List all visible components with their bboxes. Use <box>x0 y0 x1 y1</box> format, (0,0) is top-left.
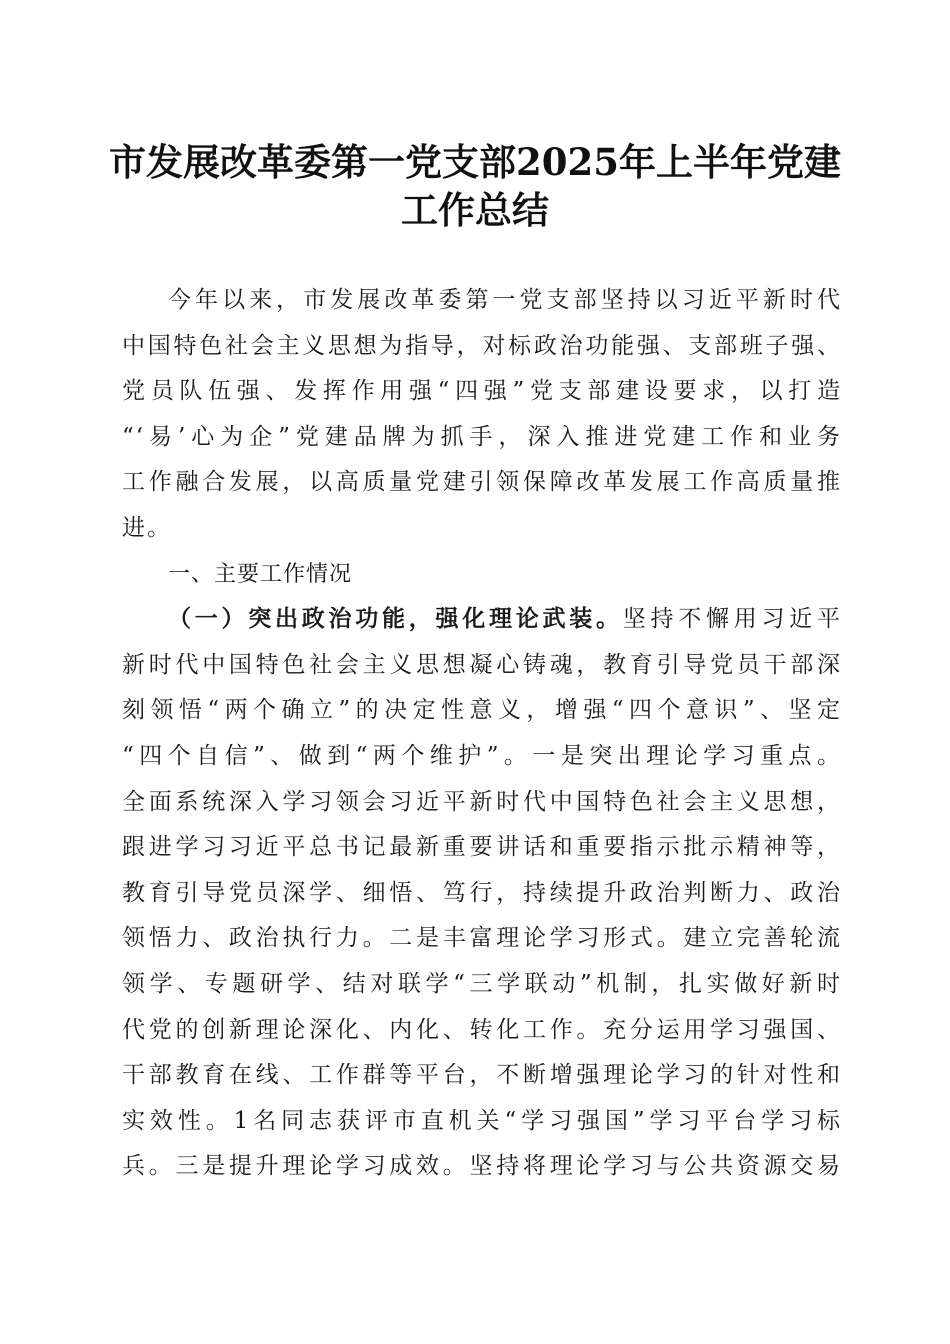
title-line-2: 工作总结 <box>401 188 549 232</box>
subsection-line: 教育引导党员深学、细悟、笃行，持续提升政治判断力、政治 <box>122 879 842 906</box>
subsection-line: 刻领悟“两个确立”的决定性意义，增强“四个意识”、坚定 <box>122 697 842 724</box>
title-line-1: 市发展改革委第一党支部2025年上半年党建 <box>109 140 841 184</box>
intro-line: 今年以来，市发展改革委第一党支部坚持以习近平新时代 <box>168 287 842 313</box>
intro-line: 工作融合发展，以高质量党建引领保障改革发展工作高质量推 <box>122 469 842 496</box>
subsection-line: 新时代中国特色社会主义思想凝心铸魂，教育引导党员干部深 <box>122 651 842 678</box>
subsection-line: “四个自信”、做到“两个维护”。一是突出理论学习重点。 <box>122 742 842 769</box>
document-title <box>100 138 850 234</box>
subsection-line: 兵。三是提升理论学习成效。坚持将理论学习与公共资源交易 <box>122 1153 842 1180</box>
subsection-line: 领悟力、政治执行力。二是丰富理论学习形式。建立完善轮流 <box>122 925 842 952</box>
subsection-line: 领学、专题研学、结对联学“三学联动”机制，扎实做好新时 <box>122 970 842 997</box>
subsection-first-line <box>122 597 842 643</box>
subsection-line: 跟进学习习近平总书记最新重要讲话和重要指示批示精神等， <box>122 834 842 861</box>
subsection-line: 全面系统深入学习领会习近平新时代中国特色社会主义思想， <box>122 788 842 815</box>
intro-line: 进。 <box>122 514 172 541</box>
document-body <box>122 278 842 1190</box>
subsection-line: 干部教育在线、工作群等平台，不断增强理论学习的针对性和 <box>122 1062 842 1089</box>
subsection-paragraph <box>122 597 842 1190</box>
intro-line: 中国特色社会主义思想为指导，对标政治功能强、支部班子强、 <box>122 332 842 359</box>
intro-line: 党员队伍强、发挥作用强“四强”党支部建设要求，以打造 <box>122 378 842 405</box>
section-heading: 一、主要工作情况 <box>168 561 353 587</box>
subsection-text: 坚持不懈用习近平 <box>622 606 842 633</box>
subsection-heading: （一）突出政治功能，强化理论武装。 <box>168 606 623 633</box>
subsection-line: 代党的创新理论深化、内化、转化工作。充分运用学习强国、 <box>122 1016 842 1043</box>
intro-paragraph <box>122 278 842 552</box>
intro-line: “‘易’心为企”党建品牌为抓手，深入推进党建工作和业务 <box>122 423 842 450</box>
subsection-line: 实效性。1名同志获评市直机关“学习强国”学习平台学习标 <box>122 1107 842 1134</box>
